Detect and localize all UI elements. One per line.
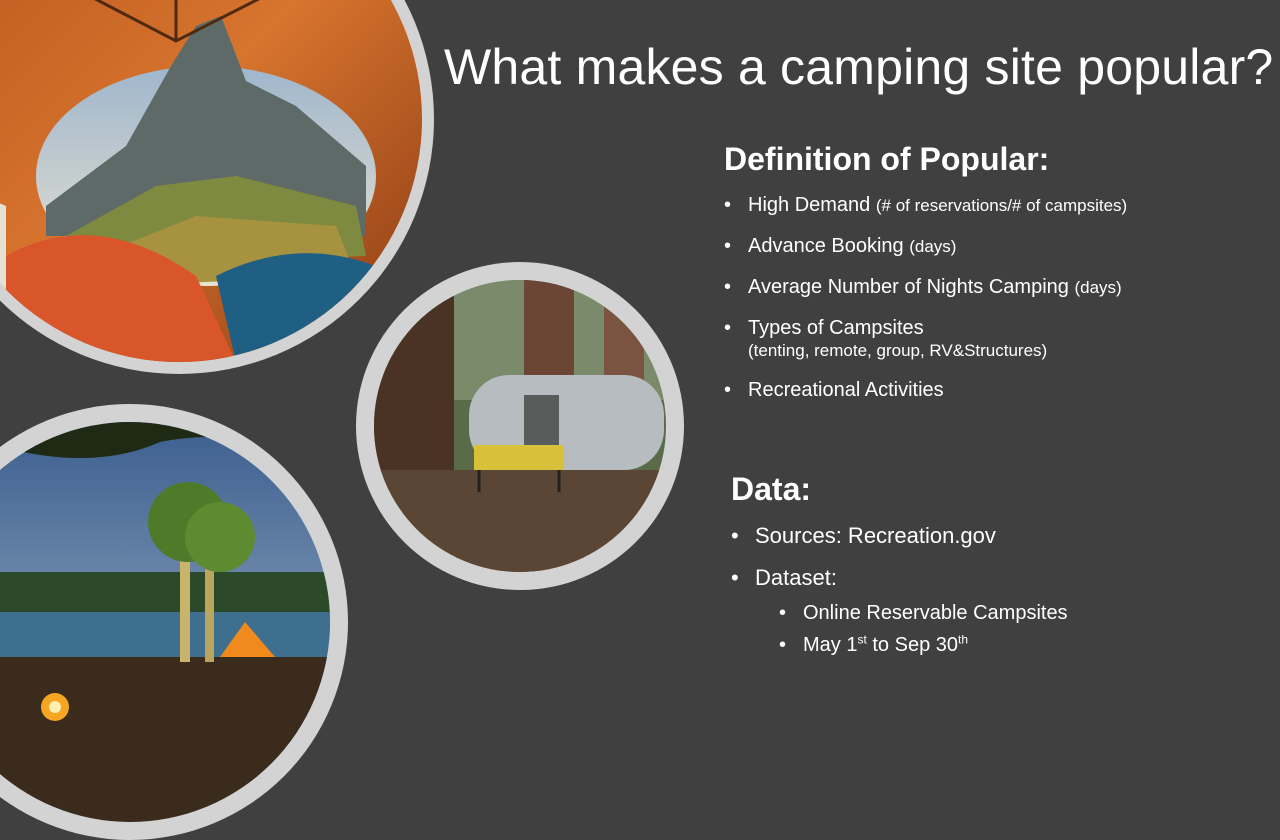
date-start: May 1 — [803, 634, 858, 656]
definition-list — [724, 193, 1127, 418]
ordinal-suffix: st — [857, 632, 867, 647]
data-list — [731, 523, 996, 607]
dataset-sublist — [779, 601, 1068, 665]
definition-heading: Definition of Popular: — [724, 141, 1050, 177]
list-item — [724, 193, 1127, 218]
list-item — [724, 316, 1127, 362]
criterion-label: Types of Campsites — [748, 317, 924, 339]
criterion-note: (days) — [909, 237, 957, 256]
criterion-label: High Demand — [748, 194, 871, 216]
list-item: • Sources: Recreation.gov — [731, 523, 996, 549]
criterion-note: (# of reservations/# of campsites) — [875, 196, 1128, 215]
criterion-note: (tenting, remote, group, RV&Structures) — [748, 341, 1048, 360]
list-item: • Online Reservable Campsites — [779, 601, 1068, 625]
list-item — [724, 378, 1127, 402]
date-end: to Sep 30 — [866, 634, 958, 656]
criterion-label: Average Number of Nights Camping — [748, 276, 1069, 298]
list-item — [779, 633, 1068, 657]
slide-title: What makes a camping site popular? — [444, 39, 1274, 95]
criterion-label: Advance Booking — [748, 235, 904, 257]
list-item — [724, 275, 1127, 300]
ordinal-suffix: th — [958, 632, 969, 647]
tent-mountain-photo — [0, 0, 422, 362]
list-item — [724, 234, 1127, 259]
list-item: • Dataset: — [731, 565, 996, 591]
criterion-note: (days) — [1074, 278, 1122, 297]
trailer-redwoods-photo — [374, 280, 666, 572]
criterion-label: Recreational Activities — [748, 379, 944, 401]
data-heading: Data: — [731, 471, 812, 507]
